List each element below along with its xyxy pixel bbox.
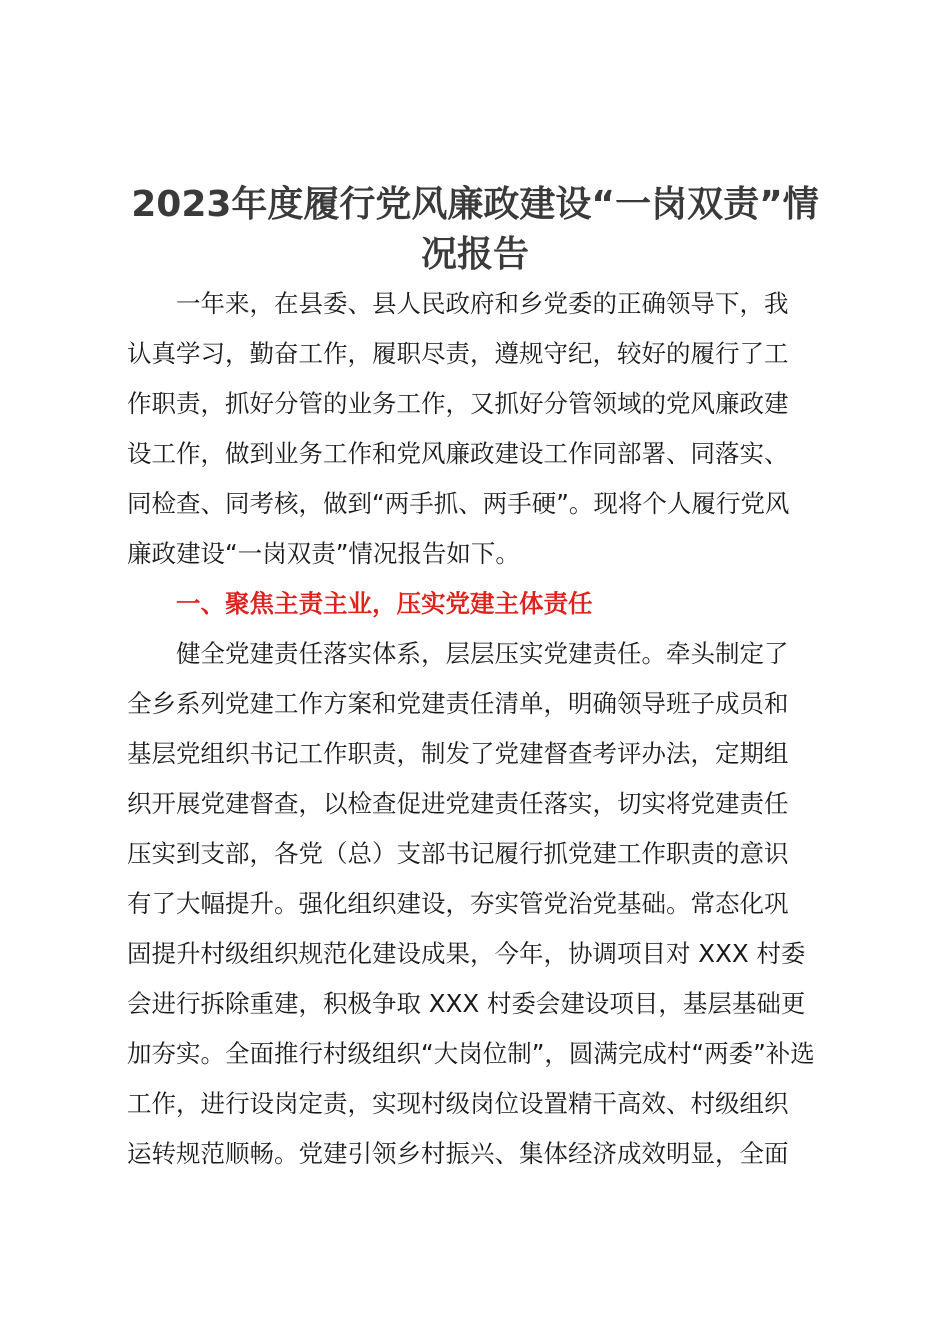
paragraph-line: 基层党组织书记工作职责，制发了党建督查考评办法，定期组 [127, 739, 789, 768]
section-heading: 一、聚焦主责主业，压实党建主体责任 [127, 589, 593, 618]
paragraph-line: 认真学习，勤奋工作，履职尽责，遵规守纪，较好的履行了工 [127, 339, 789, 368]
paragraph-2 [127, 629, 833, 1179]
paragraph-line: 全乡系列党建工作方案和党建责任清单，明确领导班子成员和 [127, 689, 789, 718]
paragraph-line: 固提升村级组织规范化建设成果，今年，协调项目对 XXX 村委 [127, 939, 806, 968]
title-line: 2023年度履行党风廉政建设“一岗双责”情 [131, 184, 819, 225]
paragraph-line: 设工作，做到业务工作和党风廉政建设工作同部署、同落实、 [127, 439, 789, 468]
paragraph-line: 廉政建设“一岗双责”情况报告如下。 [127, 539, 520, 568]
paragraph-line: 织开展党建督查，以检查促进党建责任落实，切实将党建责任 [127, 789, 789, 818]
paragraph-line: 运转规范顺畅。党建引领乡村振兴、集体经济成效明显，全面 [127, 1139, 789, 1168]
paragraph-line: 同检查、同考核，做到“两手抓、两手硬”。现将个人履行党风 [127, 489, 790, 518]
paragraph-line: 工作，进行设岗定责，实现村级岗位设置精干高效、村级组织 [127, 1089, 789, 1118]
title-line: 况报告 [420, 234, 529, 275]
paragraph-line: 健全党建责任落实体系，层层压实党建责任。牵头制定了 [127, 639, 789, 668]
paragraph-1 [127, 279, 833, 579]
document-body [127, 279, 833, 1179]
paragraph-line: 一年来，在县委、县人民政府和乡党委的正确领导下，我 [127, 289, 789, 318]
paragraph-line: 压实到支部，各党（总）支部书记履行抓党建工作职责的意识 [127, 839, 789, 868]
paragraph-line: 加夯实。全面推行村级组织“大岗位制”，圆满完成村“两委”补选 [127, 1039, 815, 1068]
page-title [110, 180, 840, 280]
paragraph-line: 有了大幅提升。强化组织建设，夯实管党治党基础。常态化巩 [127, 889, 789, 918]
paragraph-line: 作职责，抓好分管的业务工作，又抓好分管领域的党风廉政建 [127, 389, 789, 418]
paragraph-line: 会进行拆除重建，积极争取 XXX 村委会建设项目，基层基础更 [127, 989, 806, 1018]
